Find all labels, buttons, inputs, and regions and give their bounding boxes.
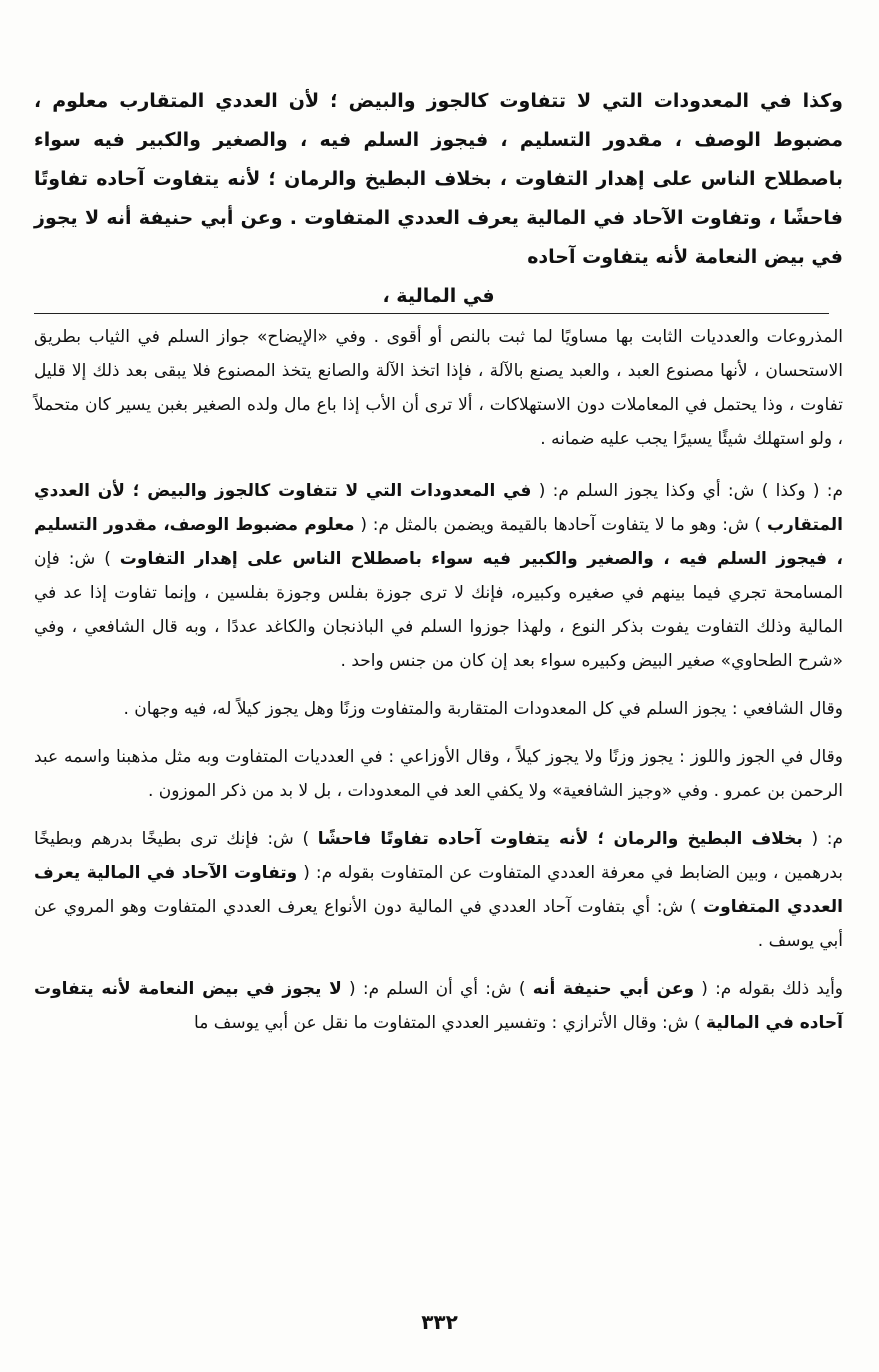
commentary-paragraph-4: وقال في الجوز واللوز : يجوز وزنًا ولا يجوز كيلاً ، وقال الأوزاعي : في العدديات المتفاوت وبه مثل مذهبنا واسمه عبد الرحمن بن عمرو . وفي «وجيز الشافعية» ولا يكفي العد في المعدودات ، بل لا بد من ذكر الموزون .: [34, 747, 843, 801]
commentary-text: ) ش: أي بتفاوت آحاد العددي في المالية دون الأنواع يعرف العددي المتفاوت وهو المروي عن أبي يوسف .: [34, 897, 843, 951]
commentary-text: م: (: [811, 829, 844, 849]
quoted-main-text: وتفاوت الآحاد في المالية يعرف العددي المتفاوت: [34, 863, 843, 917]
quoted-main-text: بخلاف البطيخ والرمان ؛ لأنه يتفاوت آحاده تفاوتًا فاحشًا: [317, 829, 803, 849]
commentary-text: م: ( وكذا ) ش: أي وكذا يجوز السلم م: (: [538, 481, 844, 501]
quoted-main-text: معلوم مضبوط الوصف، مقدور التسليم ، فيجوز السلم فيه ، والصغير والكبير فيه سواء باصطلاح الناس على إهدار التفاوت: [34, 515, 843, 569]
commentary-text: ) ش: فإن المسامحة تجري فيما بينهم في صغيره وكبيره، فإنك لا ترى جوزة بفلس وجوزة بفلسين ، وإنما تفاوت إذا عد في المالية وذلك التفاوت يفوت بذكر النوع ، ولهذا جوزوا السلم في الباذنجان والكاغد عددًا ، وبه قال الشافعي ، وفي «شرح الطحاوي» صغير البيض وكبيره سواء بعد إن كان من جنس واحد .: [34, 549, 843, 671]
quoted-main-text: وعن أبي حنيفة أنه: [532, 979, 695, 999]
main-text-last-line: في المالية ،: [382, 285, 495, 307]
commentary-paragraph-2: [34, 474, 843, 678]
separator-rule: [34, 313, 829, 314]
main-text: [34, 82, 843, 316]
quoted-main-text: في المعدودات التي لا تتفاوت كالجوز والبيض ؛ لأن العددي المتقارب: [34, 481, 843, 535]
commentary-paragraph-1: المذروعات والعدديات الثابت بها مساويًا لما ثبت بالنص أو أقوى . وفي «الإيضاح» جواز السلم في الثياب بطريق الاستحسان ، لأنها مصنوع العبد ، والعبد يصنع بالآلة ، فإذا اتخذ الآلة والصانع يتخذ المصنوع فلا يبقى بعد ذلك إلا قليل تفاوت ، وذا يحتمل في المعاملات دون الاستهلاكات ، ألا ترى أن الأب إذا باع مال ولده الصغير بغبن يسير كان متحملاً ، ولو استهلك شيئًا يسيرًا يجب عليه ضمانه .: [34, 327, 843, 449]
main-text-body: وكذا في المعدودات التي لا تتفاوت كالجوز والبيض ؛ لأن العددي المتقارب معلوم ، مضبوط الوصف ، مقدور التسليم ، فيجوز السلم فيه ، والصغير والكبير فيه سواء باصطلاح الناس على إهدار التفاوت ، بخلاف البطيخ والرمان ؛ لأنه يتفاوت آحاده تفاوتًا فاحشًا ، وتفاوت الآحاد في المالية يعرف العددي المتفاوت . وعن أبي حنيفة أنه لا يجوز في بيض النعامة لأنه يتفاوت آحاده: [34, 90, 843, 268]
commentary-text: ) ش: فإنك ترى بطيخًا بدرهم وبطيخًا بدرهمين ، وبين الضابط في معرفة العددي المتفاوت عن المتفاوت بقوله م: (: [34, 829, 844, 883]
commentary-paragraph-3: وقال الشافعي : يجوز السلم في كل المعدودات المتقاربة والمتفاوت وزنًا وهل يجوز كيلاً له، فيه وجهان .: [123, 699, 843, 719]
page-number: ٣٣٢: [421, 1310, 458, 1334]
commentary-text: ) ش: وهو ما لا يتفاوت آحادها بالقيمة ويضمن بالمثل م: (: [360, 515, 762, 535]
commentary-paragraph-6: [34, 972, 843, 1040]
commentary-text: وأيد ذلك بقوله م: (: [701, 979, 844, 999]
quoted-main-text: لا يجوز في بيض النعامة لأنه يتفاوت آحاده في المالية: [34, 979, 843, 1033]
commentary-text: ) ش: أي أن السلم م: (: [349, 979, 526, 999]
commentary-paragraph-5: [34, 822, 843, 958]
commentary-text: ) ش: وقال الأترازي : وتفسير العددي المتفاوت ما نقل عن أبي يوسف ما: [194, 1013, 701, 1033]
commentary: [34, 320, 843, 1054]
